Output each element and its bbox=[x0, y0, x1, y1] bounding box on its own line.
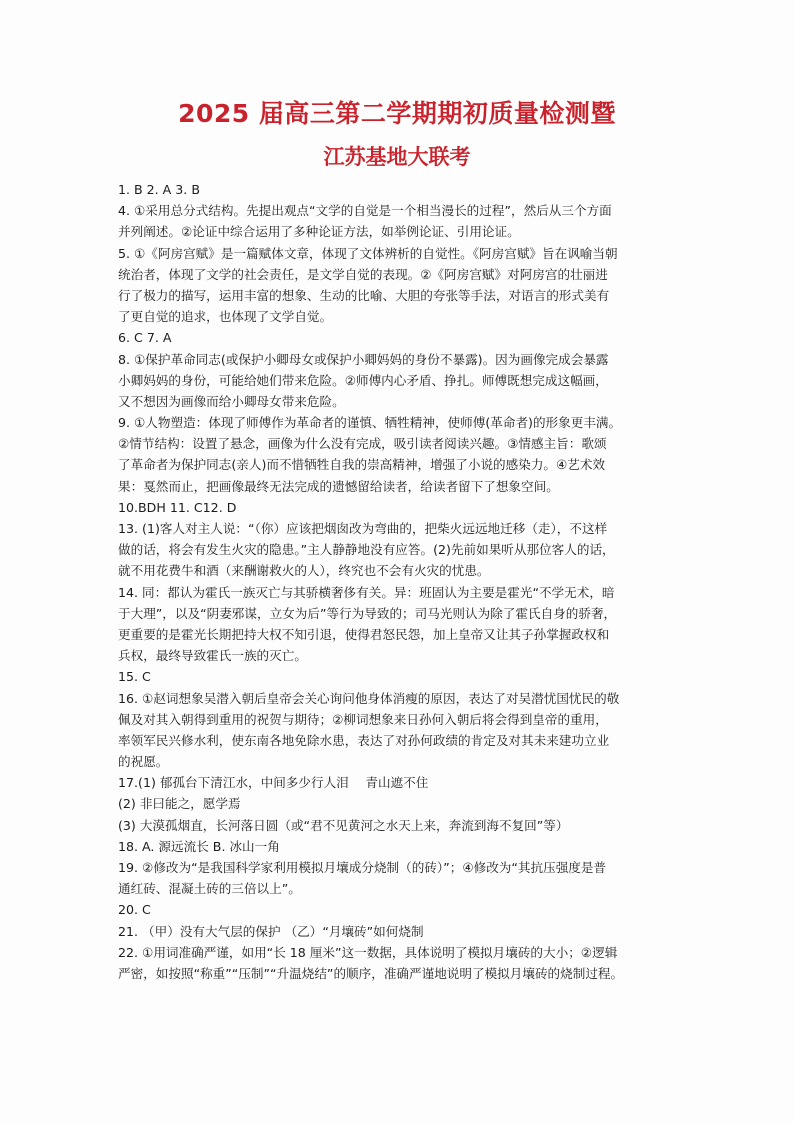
answer-line: 严密，如按照“称重”“压制”“升温烧结”的顺序，准确严谨地说明了模拟月壤砖的烧制过程。 bbox=[118, 965, 624, 981]
answer-line: (3) 大漠孤烟直，长河落日圆（或“君不见黄河之水天上来，奔流到海不复回”等） bbox=[118, 817, 569, 833]
answer-line: 统治者，体现了文学的社会责任，是文学自觉的表现。②《阿房宫赋》对阿房宫的壮丽进 bbox=[118, 266, 608, 282]
answer-line: 22. ①用词准确严谨，如用“长 18 厘米”这一数据，具体说明了模拟月壤砖的大小；②逻辑 bbox=[118, 944, 618, 960]
answer-line: 13. (1)客人对主人说：“（你）应该把烟囱改为弯曲的，把柴火远远地迁移（走），不这样 bbox=[118, 521, 608, 536]
answer-line: 17.(1) 郁孤台下清江水，中间多少行人泪 青山遮不住 bbox=[118, 775, 429, 791]
answer-line: 6. C 7. A bbox=[118, 330, 172, 346]
answer-line: 18. A. 源远流长 B. 冰山一角 bbox=[118, 838, 280, 854]
answer-line: 通红砖、混凝土砖的三倍以上”。 bbox=[118, 881, 301, 897]
answer-line: 就不用花费牛和酒（来酬谢救火的人），终究也不会有火灾的忧患。 bbox=[118, 563, 490, 579]
document-title: 2025 届高三第二学期期初质量检测暨 bbox=[178, 99, 616, 128]
answer-line: 15. C bbox=[118, 669, 151, 685]
answer-line: 14. 同：都认为霍氏一族灭亡与其骄横奢侈有关。异：班固认为主要是霍光“不学无术，暗 bbox=[118, 584, 615, 600]
answer-line: 并列阐述。②论证中综合运用了多种论证方法，如举例论证、引用论证。 bbox=[118, 224, 520, 240]
answer-line: 了革命者为保护同志(亲人)而不惜牺牲自我的崇高精神，增强了小说的感染力。④艺术效 bbox=[118, 457, 606, 473]
answer-line: 10.BDH 11. C12. D bbox=[118, 499, 237, 515]
answer-line: 16. ①赵词想象吴潜入朝后皇帝会关心询问他身体消瘦的原因，表达了对吴潜忧国忧民的敬 bbox=[118, 690, 620, 706]
answer-line: 8. ①保护革命同志(或保护小卿母女或保护小卿妈妈的身份不暴露)。因为画像完成会暴露 bbox=[118, 351, 609, 367]
answer-line: 佩及对其入朝得到重用的祝贺与期待；②柳词想象来日孙何入朝后将会得到皇帝的重用， bbox=[118, 711, 608, 727]
answer-line: 小卿妈妈的身份，可能给她们带来危险。②师傅内心矛盾、挣扎。师傅既想完成这幅画， bbox=[118, 372, 608, 388]
answer-line: 于大理”，以及“阴妻邪谋，立女为后”等行为导致的；司马光则认为除了霍氏自身的骄奢， bbox=[118, 605, 617, 621]
answer-line: (2) 非曰能之，愿学焉 bbox=[118, 796, 241, 812]
document-subtitle: 江苏基地大联考 bbox=[323, 145, 471, 169]
answer-line: 9. ①人物塑造：体现了师傅作为革命者的谨慎、牺牲精神，使师傅(革命者)的形象更丰满。 bbox=[118, 415, 622, 431]
answer-line: 率领军民兴修水利，使东南各地免除水患，表达了对孙何政绩的肯定及对其未来建功立业 bbox=[118, 732, 610, 748]
answer-line: 21. （甲）没有大气层的保护 （乙）“月壤砖”如何烧制 bbox=[118, 923, 424, 939]
answer-line: 行了极力的描写，运用丰富的想象、生动的比喻、大胆的夸张等手法，对语言的形式美有 bbox=[118, 287, 610, 303]
answer-line: 19. ②修改为“是我国科学家利用模拟月壤成分烧制（的砖）”；④修改为“其抗压强度是普 bbox=[118, 860, 607, 875]
answer-line: 4. ①采用总分式结构。先提出观点“文学的自觉是一个相当漫长的过程”，然后从三个方面 bbox=[118, 203, 612, 219]
answer-line: 更重要的是霍光长期把持大权不知引退，使得君怒民怨，加上皇帝又让其子孙掌握政权和 bbox=[118, 626, 610, 642]
answer-line: 做的话，将会有发生火灾的隐患。”主人静静地没有应答。(2)先前如果听从那位客人的话， bbox=[118, 542, 615, 558]
answer-line: 又不想因为画像而给小卿母女带来危险。 bbox=[118, 393, 345, 409]
answer-line: 20. C bbox=[118, 902, 151, 918]
answer-key-body bbox=[118, 179, 678, 984]
answer-line: 的祝愿。 bbox=[118, 754, 169, 770]
answer-line: 了更自觉的追求，也体现了文学自觉。 bbox=[118, 309, 333, 325]
answer-line: 5. ①《阿房宫赋》是一篇赋体文章，体现了文体辨析的自觉性。《阿房宫赋》旨在讽喻当朝 bbox=[118, 245, 618, 261]
answer-line: 果：戛然而止，把画像最终无法完成的遗憾留给读者，给读者留下了想象空间。 bbox=[118, 478, 559, 494]
answer-line: 1. B 2. A 3. B bbox=[118, 182, 200, 197]
answer-line: 兵权，最终导致霍氏一族的灭亡。 bbox=[118, 648, 307, 664]
answer-line: ②情节结构：设置了悬念，画像为什么没有完成，吸引读者阅读兴趣。③情感主旨：歌颂 bbox=[118, 436, 607, 452]
